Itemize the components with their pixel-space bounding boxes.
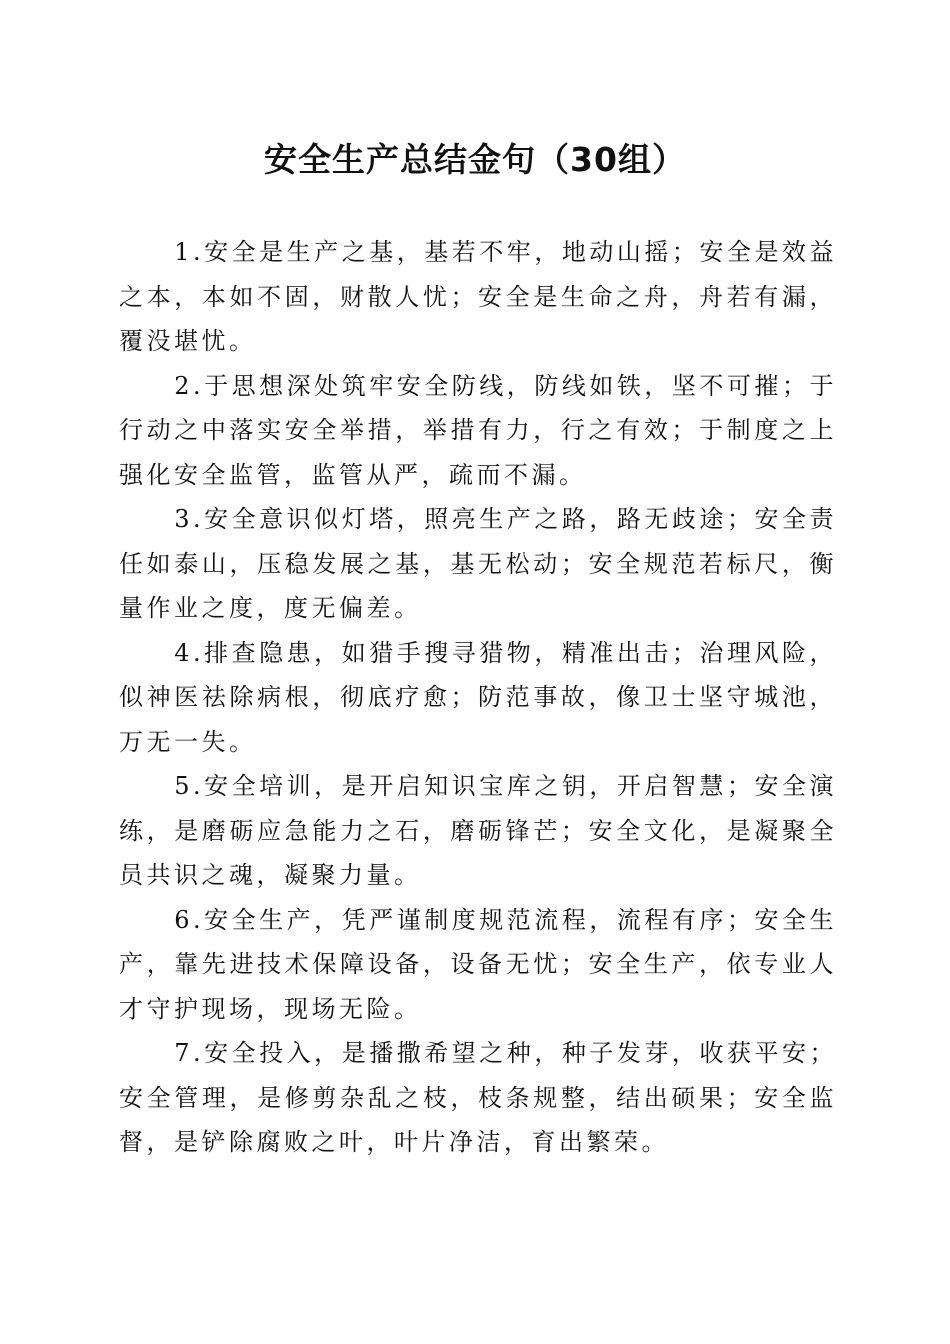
paragraph-4: 4.排查隐患，如猎手搜寻猎物，精准出击；治理风险，似神医祛除病根，彻底疗愈；防范事故，像卫士坚守城池，万无一失。 (119, 638, 837, 756)
paragraph-2: 2.于思想深处筑牢安全防线，防线如铁，坚不可摧；于行动之中落实安全举措，举措有力，行之有效；于制度之上强化安全监管，监管从严，疏而不漏。 (119, 371, 837, 489)
paragraph-6: 6.安全生产，凭严谨制度规范流程，流程有序；安全生产，靠先进技术保障设备，设备无忧；安全生产，依专业人才守护现场，现场无险。 (119, 905, 837, 1023)
document-title: 安全生产总结金句（30组） (264, 140, 686, 179)
document-body (119, 230, 837, 1165)
paragraph-5: 5.安全培训，是开启知识宝库之钥，开启智慧；安全演练，是磨砺应急能力之石，磨砺锋芒；安全文化，是凝聚全员共识之魂，凝聚力量。 (119, 772, 837, 889)
paragraph-7: 7.安全投入，是播撒希望之种，种子发芽，收获平安；安全管理，是修剪杂乱之枝，枝条规整，结出硕果；安全监督，是铲除腐败之叶，叶片净洁，育出繁荣。 (119, 1039, 837, 1156)
paragraph-1: 1.安全是生产之基，基若不牢，地动山摇；安全是效益之本，本如不固，财散人忧；安全是生命之舟，舟若有漏，覆没堪忧。 (119, 238, 837, 355)
paragraph-3: 3.安全意识似灯塔，照亮生产之路，路无歧途；安全责任如泰山，压稳发展之基，基无松动；安全规范若标尺，衡量作业之度，度无偏差。 (119, 505, 837, 622)
